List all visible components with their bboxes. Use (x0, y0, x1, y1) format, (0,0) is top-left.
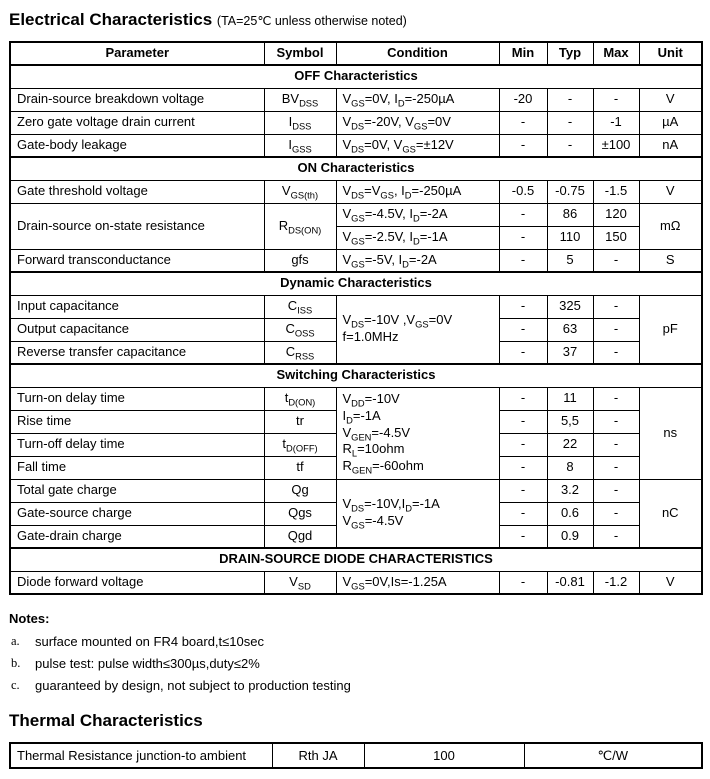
table-cell: $V_{DS}=-20V$, $V_{GS}=0V$ (336, 111, 499, 134)
table-cell: 37 (547, 341, 593, 364)
table-cell: $V_{DS}=0V$, $V_{GS}=\pm 12V$ (336, 134, 499, 157)
table-cell: - (499, 525, 547, 548)
table-cell: - (499, 318, 547, 341)
thermal-cell: Thermal Resistance junction-to ambient (10, 743, 272, 768)
table-cell: - (593, 502, 639, 525)
table-row (10, 571, 702, 594)
table-cell: - (499, 226, 547, 249)
table-cell: -0.5 (499, 180, 547, 203)
thermal-cell: ℃/W (524, 743, 702, 768)
table-cell: ±100 (593, 134, 639, 157)
table-row (10, 203, 702, 226)
table-cell: Gate threshold voltage (10, 180, 264, 203)
table-cell: $V_{SD}$ (264, 571, 336, 594)
note-item (11, 656, 701, 671)
table-cell: - (547, 111, 593, 134)
electrical-characteristics-table (9, 41, 703, 595)
column-header: Condition (336, 42, 499, 65)
note-label: c. (11, 678, 20, 692)
table-cell: V (639, 88, 702, 111)
note-text: guaranteed by design, not subject to production testing (35, 678, 351, 693)
table-cell: V (639, 180, 702, 203)
table-cell: - (593, 341, 639, 364)
thermal-title: Thermal Characteristics (9, 711, 203, 730)
table-cell: -1 (593, 111, 639, 134)
table-cell: 120 (593, 203, 639, 226)
table-cell: - (499, 571, 547, 594)
table-cell: - (499, 456, 547, 479)
table-cell: - (593, 456, 639, 479)
table-cell: - (499, 249, 547, 272)
table-cell: µA (639, 111, 702, 134)
table-cell: - (593, 88, 639, 111)
thermal-table (9, 742, 703, 769)
table-cell: Total gate charge (10, 479, 264, 502)
note-item (11, 634, 701, 649)
thermal-cell: Rth JA (272, 743, 364, 768)
table-cell: - (547, 88, 593, 111)
table-cell: S (639, 249, 702, 272)
table-cell: $C_{ISS}$ (264, 295, 336, 318)
table-cell: - (593, 249, 639, 272)
table-cell: Forward transconductance (10, 249, 264, 272)
table-cell: V (639, 571, 702, 594)
table-cell: Rise time (10, 410, 264, 433)
table-cell: - (593, 318, 639, 341)
table-cell: $V_{DS}=V_{GS}$, $I_D=-250\mu A$ (336, 180, 499, 203)
table-cell: $V_{GS}=0V$, $I_D=-250\mu A$ (336, 88, 499, 111)
table-cell: tr (264, 410, 336, 433)
table-cell: $C_{RSS}$ (264, 341, 336, 364)
table-cell: Qgs (264, 502, 336, 525)
table-cell: - (499, 433, 547, 456)
table-cell: Drain-source on-state resistance (10, 203, 264, 249)
table-cell: Reverse transfer capacitance (10, 341, 264, 364)
table-cell: - (593, 295, 639, 318)
table-cell: - (593, 479, 639, 502)
table-row (10, 479, 702, 502)
table-cell: Diode forward voltage (10, 571, 264, 594)
table-cell: $V_{DS}=-10V$ $,V_{GS}=0V$ f=1.0MHz (336, 295, 499, 364)
section-header-row (10, 157, 702, 180)
page-title-text: Electrical Characteristics (9, 10, 213, 29)
table-cell: $V_{DD}=-10V$ $I_D=-1A$ $V_{GEN}=-4.5V$ $R_L=10ohm$ $R_{GEN}=-60ohm$ (336, 387, 499, 479)
table-cell: - (499, 502, 547, 525)
table-body (10, 65, 702, 594)
column-header: Min (499, 42, 547, 65)
table-cell: 325 (547, 295, 593, 318)
table-cell: - (499, 295, 547, 318)
note-text: pulse test: pulse width≤300µs,duty≤2% (35, 656, 260, 671)
table-cell: 150 (593, 226, 639, 249)
table-row (10, 88, 702, 111)
section-title: Dynamic Characteristics (10, 272, 702, 295)
table-row (10, 180, 702, 203)
table-cell: 8 (547, 456, 593, 479)
table-cell: $R_{DS(ON)}$ (264, 203, 336, 249)
table-cell: gfs (264, 249, 336, 272)
table-cell: $V_{GS}=0V,Is=-1.25A$ (336, 571, 499, 594)
note-item (11, 678, 701, 693)
table-cell: 22 (547, 433, 593, 456)
table-cell: $C_{OSS}$ (264, 318, 336, 341)
page-title (9, 10, 701, 30)
table-cell: Output capacitance (10, 318, 264, 341)
table-cell: 0.6 (547, 502, 593, 525)
table-cell: 11 (547, 387, 593, 410)
table-cell: $V_{GS}=-4.5V$, $I_D=-2A$ (336, 203, 499, 226)
table-cell: nC (639, 479, 702, 548)
table-cell: - (499, 387, 547, 410)
note-text: surface mounted on FR4 board,t≤10sec (35, 634, 264, 649)
section-header-row (10, 272, 702, 295)
table-head (10, 42, 702, 65)
table-cell: $I_{DSS}$ (264, 111, 336, 134)
table-header-row (10, 42, 702, 65)
section-header-row (10, 548, 702, 571)
table-cell: Gate-source charge (10, 502, 264, 525)
table-cell: -0.75 (547, 180, 593, 203)
table-cell: -1.2 (593, 571, 639, 594)
notes-list (9, 634, 701, 693)
table-cell: Gate-body leakage (10, 134, 264, 157)
table-cell: - (593, 433, 639, 456)
table-cell: Turn-on delay time (10, 387, 264, 410)
table-cell: mΩ (639, 203, 702, 249)
column-header: Symbol (264, 42, 336, 65)
table-cell: Qgd (264, 525, 336, 548)
table-cell: 86 (547, 203, 593, 226)
table-cell: $t_{D(ON)}$ (264, 387, 336, 410)
table-cell: Turn-off delay time (10, 433, 264, 456)
table-row (10, 387, 702, 410)
table-cell: 63 (547, 318, 593, 341)
table-cell: $I_{GSS}$ (264, 134, 336, 157)
table-cell: - (499, 341, 547, 364)
table-row (10, 111, 702, 134)
table-cell: pF (639, 295, 702, 364)
table-cell: 3.2 (547, 479, 593, 502)
table-cell: 5,5 (547, 410, 593, 433)
thermal-table-row (10, 743, 702, 768)
table-cell: -1.5 (593, 180, 639, 203)
table-cell: Gate-drain charge (10, 525, 264, 548)
table-cell: - (499, 479, 547, 502)
table-cell: - (593, 525, 639, 548)
table-cell: ns (639, 387, 702, 479)
column-header: Max (593, 42, 639, 65)
notes-title: Notes: (9, 611, 50, 626)
table-cell: - (499, 203, 547, 226)
section-title: ON Characteristics (10, 157, 702, 180)
table-cell: - (593, 410, 639, 433)
table-cell: 110 (547, 226, 593, 249)
section-header-row (10, 364, 702, 387)
column-header: Typ (547, 42, 593, 65)
table-cell: $V_{GS}=-5V$, $I_D=-2A$ (336, 249, 499, 272)
table-cell: -20 (499, 88, 547, 111)
section-title: Switching Characteristics (10, 364, 702, 387)
table-row (10, 134, 702, 157)
note-label: b. (11, 656, 21, 670)
table-cell: 5 (547, 249, 593, 272)
notes-section (9, 611, 701, 693)
table-cell: $BV_{DSS}$ (264, 88, 336, 111)
table-cell: $t_{D(OFF)}$ (264, 433, 336, 456)
table-cell: Zero gate voltage drain current (10, 111, 264, 134)
section-title: OFF Characteristics (10, 65, 702, 88)
column-header: Parameter (10, 42, 264, 65)
thermal-cell: 100 (364, 743, 524, 768)
table-cell: Fall time (10, 456, 264, 479)
column-header: Unit (639, 42, 702, 65)
table-cell: $V_{GS(th)}$ (264, 180, 336, 203)
table-cell: Qg (264, 479, 336, 502)
table-cell: - (547, 134, 593, 157)
table-row (10, 295, 702, 318)
table-cell: -0.81 (547, 571, 593, 594)
table-cell: Input capacitance (10, 295, 264, 318)
table-cell: - (499, 111, 547, 134)
table-cell: nA (639, 134, 702, 157)
table-cell: Drain-source breakdown voltage (10, 88, 264, 111)
page-title-note: (TA=25℃ unless otherwise noted) (216, 14, 407, 28)
section-title: DRAIN-SOURCE DIODE CHARACTERISTICS (10, 548, 702, 571)
note-label: a. (11, 634, 20, 648)
table-cell: $V_{DS}=-10V,I_D=-1A$ $V_{GS}=-4.5V$ (336, 479, 499, 548)
table-cell: 0.9 (547, 525, 593, 548)
table-row (10, 249, 702, 272)
table-cell: $V_{GS}=-2.5V$, $I_D=-1A$ (336, 226, 499, 249)
table-cell: - (593, 387, 639, 410)
table-cell: tf (264, 456, 336, 479)
table-cell: - (499, 134, 547, 157)
section-header-row (10, 65, 702, 88)
table-cell: - (499, 410, 547, 433)
